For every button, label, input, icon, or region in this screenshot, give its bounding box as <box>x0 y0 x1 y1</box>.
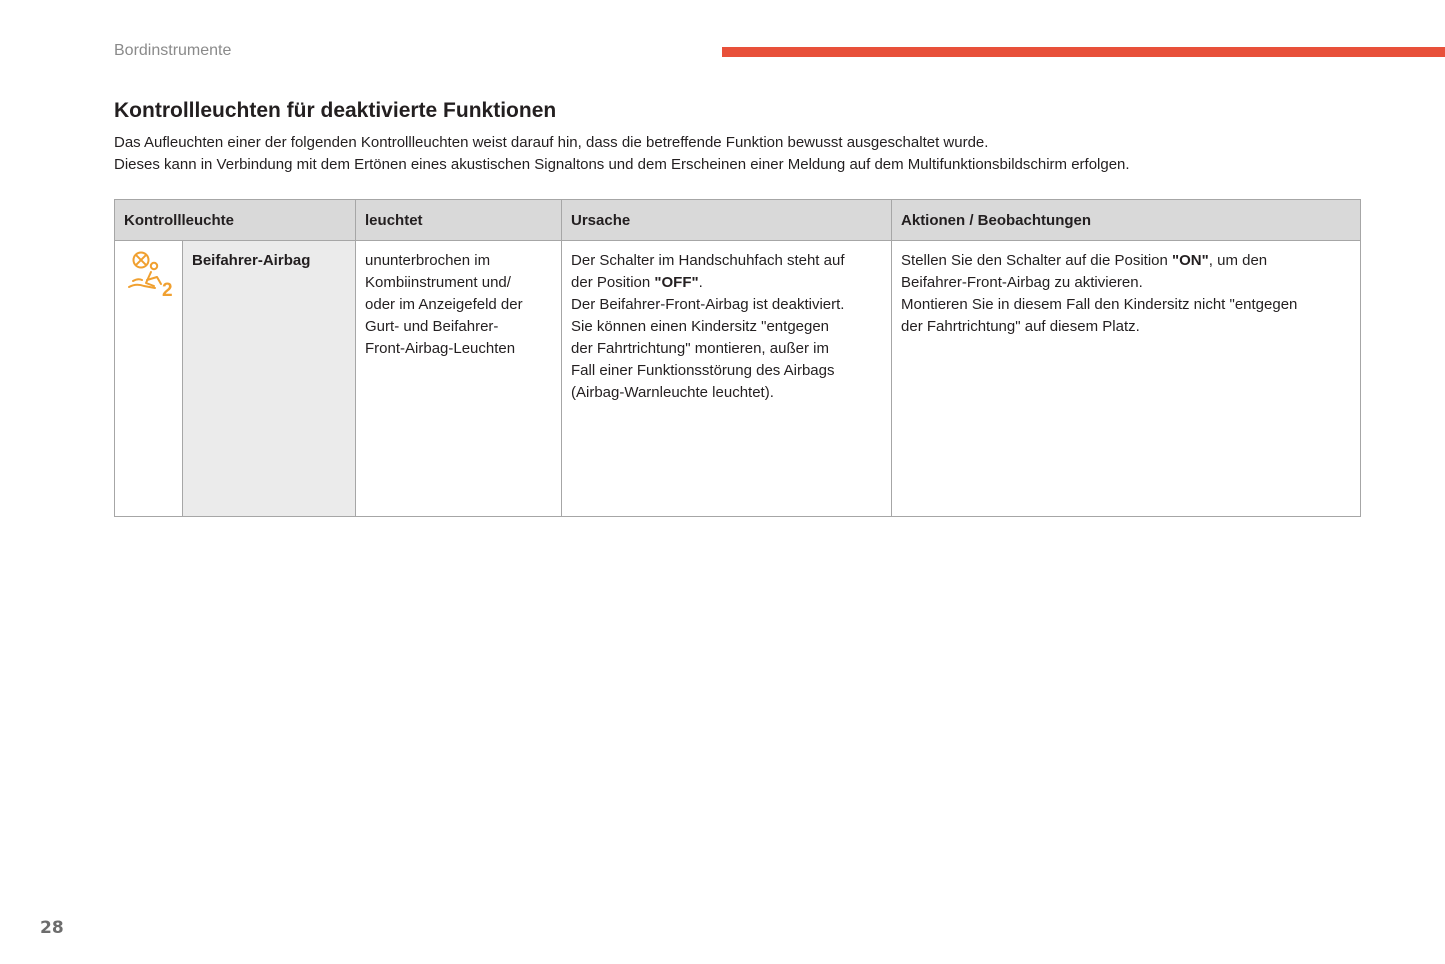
header-cause: Ursache <box>562 200 892 241</box>
header-lit: leuchtet <box>356 200 562 241</box>
cause-line: Der Schalter im Handschuhfach steht auf <box>571 252 845 269</box>
actions-line: der Fahrtrichtung" auf diesem Platz. <box>901 318 1140 335</box>
page-number: 28 <box>40 918 64 938</box>
actions-text: Stellen Sie den Schalter auf die Position <box>901 252 1173 269</box>
cause-cell <box>562 241 892 517</box>
actions-text: , um den <box>1208 252 1268 269</box>
cause-line: Fall einer Funktionsstörung des Airbags <box>571 362 835 379</box>
page-title: Kontrollleuchten für deaktivierte Funktionen <box>114 99 557 122</box>
section-name: Bordinstrumente <box>114 42 232 59</box>
lamp-name: Beifahrer-Airbag <box>183 241 356 517</box>
cause-text: . <box>698 274 703 291</box>
lit-cell <box>356 241 562 517</box>
intro-text <box>114 132 1374 176</box>
cause-line <box>571 272 882 294</box>
cause-line: der Fahrtrichtung" montieren, außer im <box>571 340 829 357</box>
header-actions: Aktionen / Beobachtungen <box>892 200 1361 241</box>
cause-text: der Position <box>571 274 655 291</box>
lit-line: Front-Airbag-Leuchten <box>365 340 516 357</box>
svg-text:2: 2 <box>162 280 173 298</box>
intro-line: Das Aufleuchten einer der folgenden Kontrollleuchten weist darauf hin, dass die betreffende Funktion bewusst ausgeschaltet wurde. <box>114 134 989 151</box>
lit-line: Kombiinstrument und/ <box>365 274 511 291</box>
cause-line: (Airbag-Warnleuchte leuchtet). <box>571 384 774 401</box>
lit-line: ununterbrochen im <box>365 252 491 269</box>
switch-off-label: "OFF" <box>654 274 699 291</box>
intro-line: Dieses kann in Verbindung mit dem Ertönen eines akustischen Signaltons und dem Erscheinen einer Meldung auf dem Multifunktionsbildschirm erfolgen. <box>114 156 1130 173</box>
lit-line: oder im Anzeigefeld der <box>365 296 523 313</box>
actions-cell <box>892 241 1361 517</box>
table-header-row <box>115 200 1361 241</box>
switch-on-label: "ON" <box>1172 252 1209 269</box>
accent-bar <box>722 47 1445 57</box>
cause-line: Sie können einen Kindersitz "entgegen <box>571 318 830 335</box>
warning-lamps-table <box>114 199 1361 517</box>
passenger-airbag-off-icon <box>124 250 180 298</box>
actions-line <box>901 250 1351 272</box>
table-row <box>115 241 1361 517</box>
actions-line: Montieren Sie in diesem Fall den Kindersitz nicht "entgegen <box>901 296 1298 313</box>
lit-line: Gurt- und Beifahrer- <box>365 318 499 335</box>
cause-line: Der Beifahrer-Front-Airbag ist deaktiviert. <box>571 296 845 313</box>
actions-line: Beifahrer-Front-Airbag zu aktivieren. <box>901 274 1143 291</box>
lamp-icon-cell <box>115 241 183 517</box>
header-lamp: Kontrollleuchte <box>115 200 356 241</box>
